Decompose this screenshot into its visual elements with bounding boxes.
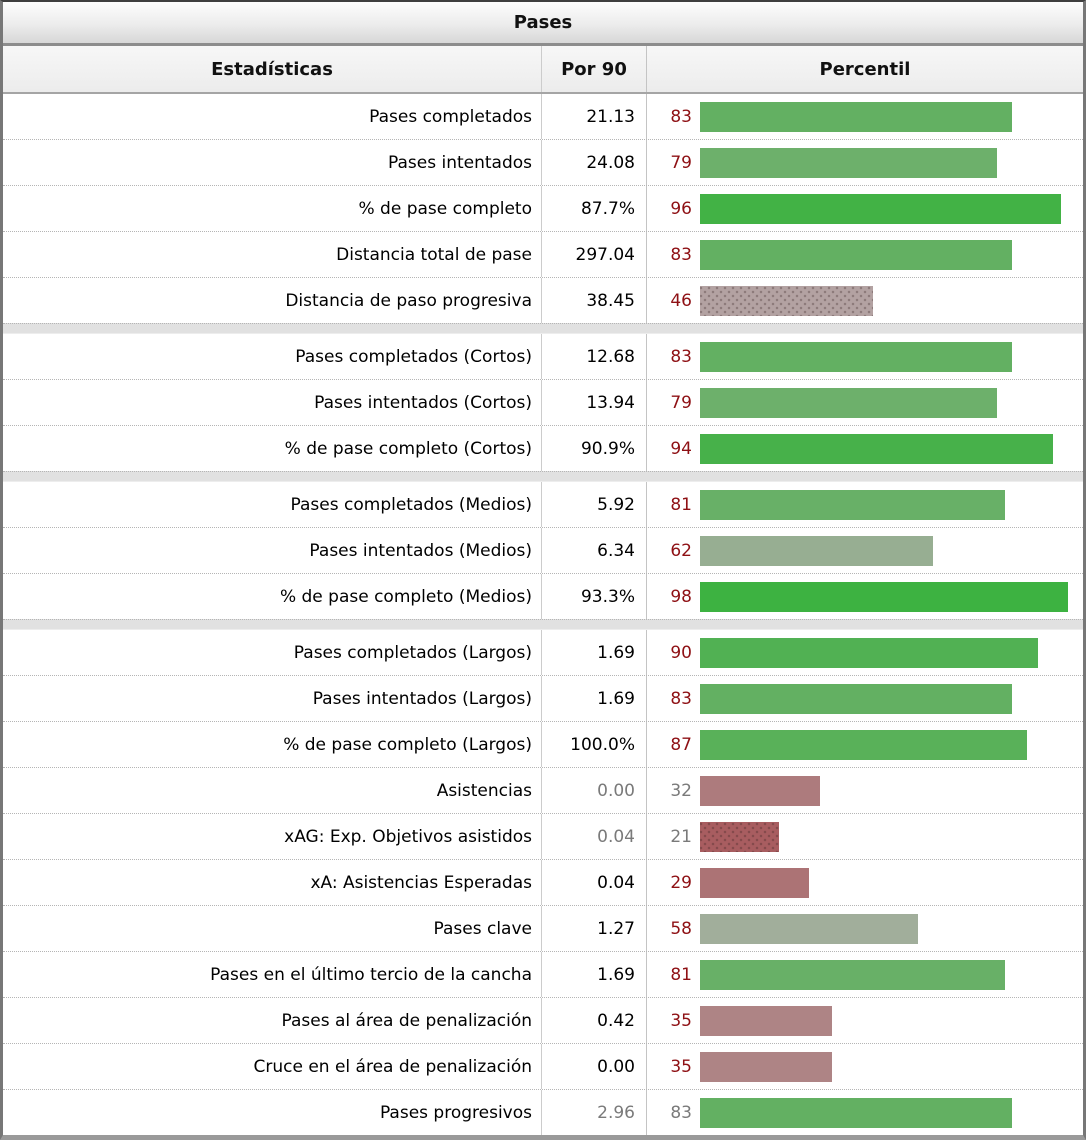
percentile-value: 81 <box>670 964 692 985</box>
percentile-value: 58 <box>670 918 692 939</box>
percentile-bar-track <box>700 278 1076 323</box>
percentile-bar <box>700 868 809 898</box>
percentile-cell <box>646 952 1083 997</box>
stat-label: % de pase completo <box>358 198 532 219</box>
percentile-bar-track <box>700 630 1076 675</box>
percentile-cell <box>646 380 1083 425</box>
percentile-value: 29 <box>670 872 692 893</box>
percentile-cell <box>646 426 1083 471</box>
column-header-por90: Por 90 <box>541 46 646 92</box>
per90-value: 12.68 <box>541 334 646 379</box>
per90-value: 1.69 <box>541 952 646 997</box>
percentile-bar-track <box>700 1090 1076 1135</box>
percentile-value: 79 <box>670 152 692 173</box>
percentile-bar-track <box>700 482 1076 527</box>
percentile-cell <box>646 1044 1083 1089</box>
per90-value: 2.96 <box>541 1090 646 1135</box>
per90-value: 38.45 <box>541 278 646 323</box>
stat-label: Pases clave <box>433 918 532 939</box>
percentile-cell <box>646 528 1083 573</box>
stat-row <box>3 997 1083 1043</box>
stat-row <box>3 425 1083 471</box>
percentile-cell <box>646 814 1083 859</box>
percentile-bar <box>700 148 997 178</box>
percentile-bar-track <box>700 1044 1076 1089</box>
per90-value: 0.00 <box>541 768 646 813</box>
percentile-bar <box>700 1006 832 1036</box>
stat-row <box>3 905 1083 951</box>
percentile-bar <box>700 960 1005 990</box>
percentile-bar <box>700 914 918 944</box>
percentile-value: 83 <box>670 244 692 265</box>
section-separator <box>3 323 1083 334</box>
percentile-value: 83 <box>670 346 692 367</box>
per90-value: 24.08 <box>541 140 646 185</box>
percentile-cell <box>646 186 1083 231</box>
percentile-cell <box>646 574 1083 619</box>
stat-label: Pases intentados <box>387 152 532 173</box>
stat-label: Asistencias <box>436 780 532 801</box>
percentile-bar <box>700 730 1027 760</box>
stat-label: Distancia total de pase <box>336 244 532 265</box>
stat-row <box>3 767 1083 813</box>
stat-row <box>3 527 1083 573</box>
stat-label: % de pase completo (Cortos) <box>284 438 532 459</box>
per90-value: 0.04 <box>541 814 646 859</box>
percentile-value: 83 <box>670 688 692 709</box>
percentile-bar <box>700 342 1012 372</box>
percentile-bar <box>700 1052 832 1082</box>
percentile-value: 81 <box>670 494 692 515</box>
stat-label: Distancia de paso progresiva <box>285 290 532 311</box>
stat-row <box>3 334 1083 379</box>
stat-label: % de pase completo (Medios) <box>279 586 532 607</box>
percentile-bar <box>700 638 1038 668</box>
percentile-bar-track <box>700 768 1076 813</box>
percentile-bar <box>700 684 1012 714</box>
percentile-bar-track <box>700 574 1076 619</box>
percentile-cell <box>646 278 1083 323</box>
percentile-cell <box>646 334 1083 379</box>
per90-value: 90.9% <box>541 426 646 471</box>
percentile-bar-track <box>700 334 1076 379</box>
per90-value: 87.7% <box>541 186 646 231</box>
percentile-bar-track <box>700 906 1076 951</box>
percentile-bar <box>700 194 1061 224</box>
stat-label: % de pase completo (Largos) <box>283 734 532 755</box>
percentile-bar <box>700 582 1068 612</box>
percentile-bar-track <box>700 814 1076 859</box>
stat-label: Pases completados (Largos) <box>293 642 532 663</box>
percentile-value: 79 <box>670 392 692 413</box>
percentile-bar <box>700 490 1005 520</box>
per90-value: 0.04 <box>541 860 646 905</box>
percentile-value: 90 <box>670 642 692 663</box>
stat-row <box>3 379 1083 425</box>
percentile-value: 98 <box>670 586 692 607</box>
percentile-bar-track <box>700 140 1076 185</box>
stat-row <box>3 1089 1083 1135</box>
per90-value: 93.3% <box>541 574 646 619</box>
stat-row <box>3 482 1083 527</box>
stat-row <box>3 859 1083 905</box>
stat-label: Cruce en el área de penalización <box>253 1056 532 1077</box>
column-header-estadisticas: Estadísticas <box>211 58 333 80</box>
section-separator <box>3 619 1083 630</box>
percentile-bar <box>700 240 1012 270</box>
percentile-value: 87 <box>670 734 692 755</box>
percentile-bar <box>700 434 1053 464</box>
percentile-bar <box>700 388 997 418</box>
column-header-percentil: Percentil <box>646 46 1083 92</box>
percentile-bar <box>700 536 933 566</box>
per90-value: 6.34 <box>541 528 646 573</box>
percentile-bar-track <box>700 94 1076 139</box>
percentile-bar-track <box>700 952 1076 997</box>
percentile-bar-track <box>700 676 1076 721</box>
percentile-value: 46 <box>670 290 692 311</box>
stat-row <box>3 277 1083 323</box>
percentile-cell <box>646 906 1083 951</box>
percentile-value: 35 <box>670 1010 692 1031</box>
stat-row <box>3 951 1083 997</box>
stat-row <box>3 675 1083 721</box>
section-separator <box>3 471 1083 482</box>
stat-row <box>3 813 1083 859</box>
percentile-bar-track <box>700 528 1076 573</box>
percentile-bar-track <box>700 722 1076 767</box>
stat-label: Pases intentados (Cortos) <box>314 392 532 413</box>
percentile-bar <box>700 286 873 316</box>
percentile-cell <box>646 482 1083 527</box>
stat-label: Pases intentados (Medios) <box>309 540 532 561</box>
percentile-value: 83 <box>670 106 692 127</box>
percentile-value: 94 <box>670 438 692 459</box>
per90-value: 1.27 <box>541 906 646 951</box>
percentile-value: 83 <box>670 1102 692 1123</box>
percentile-cell <box>646 94 1083 139</box>
stat-row <box>3 1043 1083 1089</box>
percentile-value: 21 <box>670 826 692 847</box>
percentile-bar <box>700 102 1012 132</box>
stat-row <box>3 721 1083 767</box>
percentile-value: 62 <box>670 540 692 561</box>
per90-value: 13.94 <box>541 380 646 425</box>
stat-label: Pases completados <box>369 106 532 127</box>
stat-label: xAG: Exp. Objetivos asistidos <box>284 826 532 847</box>
stat-label: xA: Asistencias Esperadas <box>310 872 532 893</box>
percentile-cell <box>646 860 1083 905</box>
per90-value: 1.69 <box>541 676 646 721</box>
percentile-cell <box>646 630 1083 675</box>
stat-label: Pases intentados (Largos) <box>312 688 532 709</box>
percentile-bar-track <box>700 186 1076 231</box>
per90-value: 297.04 <box>541 232 646 277</box>
percentile-cell <box>646 232 1083 277</box>
per90-value: 0.00 <box>541 1044 646 1089</box>
percentile-bar-track <box>700 232 1076 277</box>
stat-label: Pases progresivos <box>379 1102 532 1123</box>
stat-row <box>3 185 1083 231</box>
percentile-value: 32 <box>670 780 692 801</box>
stat-row <box>3 231 1083 277</box>
per90-value: 0.42 <box>541 998 646 1043</box>
percentile-bar <box>700 822 779 852</box>
stat-label: Pases completados (Cortos) <box>295 346 532 367</box>
table-title: Pases <box>3 2 1083 46</box>
percentile-cell <box>646 1090 1083 1135</box>
percentile-cell <box>646 768 1083 813</box>
per90-value: 21.13 <box>541 94 646 139</box>
stat-row <box>3 573 1083 619</box>
percentile-bar-track <box>700 998 1076 1043</box>
table-body <box>3 94 1083 1135</box>
stat-label: Pases completados (Medios) <box>290 494 532 515</box>
percentile-cell <box>646 676 1083 721</box>
percentile-bar-track <box>700 860 1076 905</box>
percentile-cell <box>646 998 1083 1043</box>
percentile-bar-track <box>700 380 1076 425</box>
per90-value: 1.69 <box>541 630 646 675</box>
stat-label: Pases al área de penalización <box>281 1010 532 1031</box>
percentile-bar-track <box>700 426 1076 471</box>
stat-row <box>3 94 1083 139</box>
percentile-value: 35 <box>670 1056 692 1077</box>
stat-label: Pases en el último tercio de la cancha <box>210 964 532 985</box>
percentile-bar <box>700 1098 1012 1128</box>
per90-value: 100.0% <box>541 722 646 767</box>
per90-value: 5.92 <box>541 482 646 527</box>
percentile-cell <box>646 140 1083 185</box>
percentile-bar <box>700 776 820 806</box>
percentile-value: 96 <box>670 198 692 219</box>
percentile-cell <box>646 722 1083 767</box>
column-header-row <box>3 46 1083 94</box>
stat-row <box>3 139 1083 185</box>
stat-row <box>3 630 1083 675</box>
